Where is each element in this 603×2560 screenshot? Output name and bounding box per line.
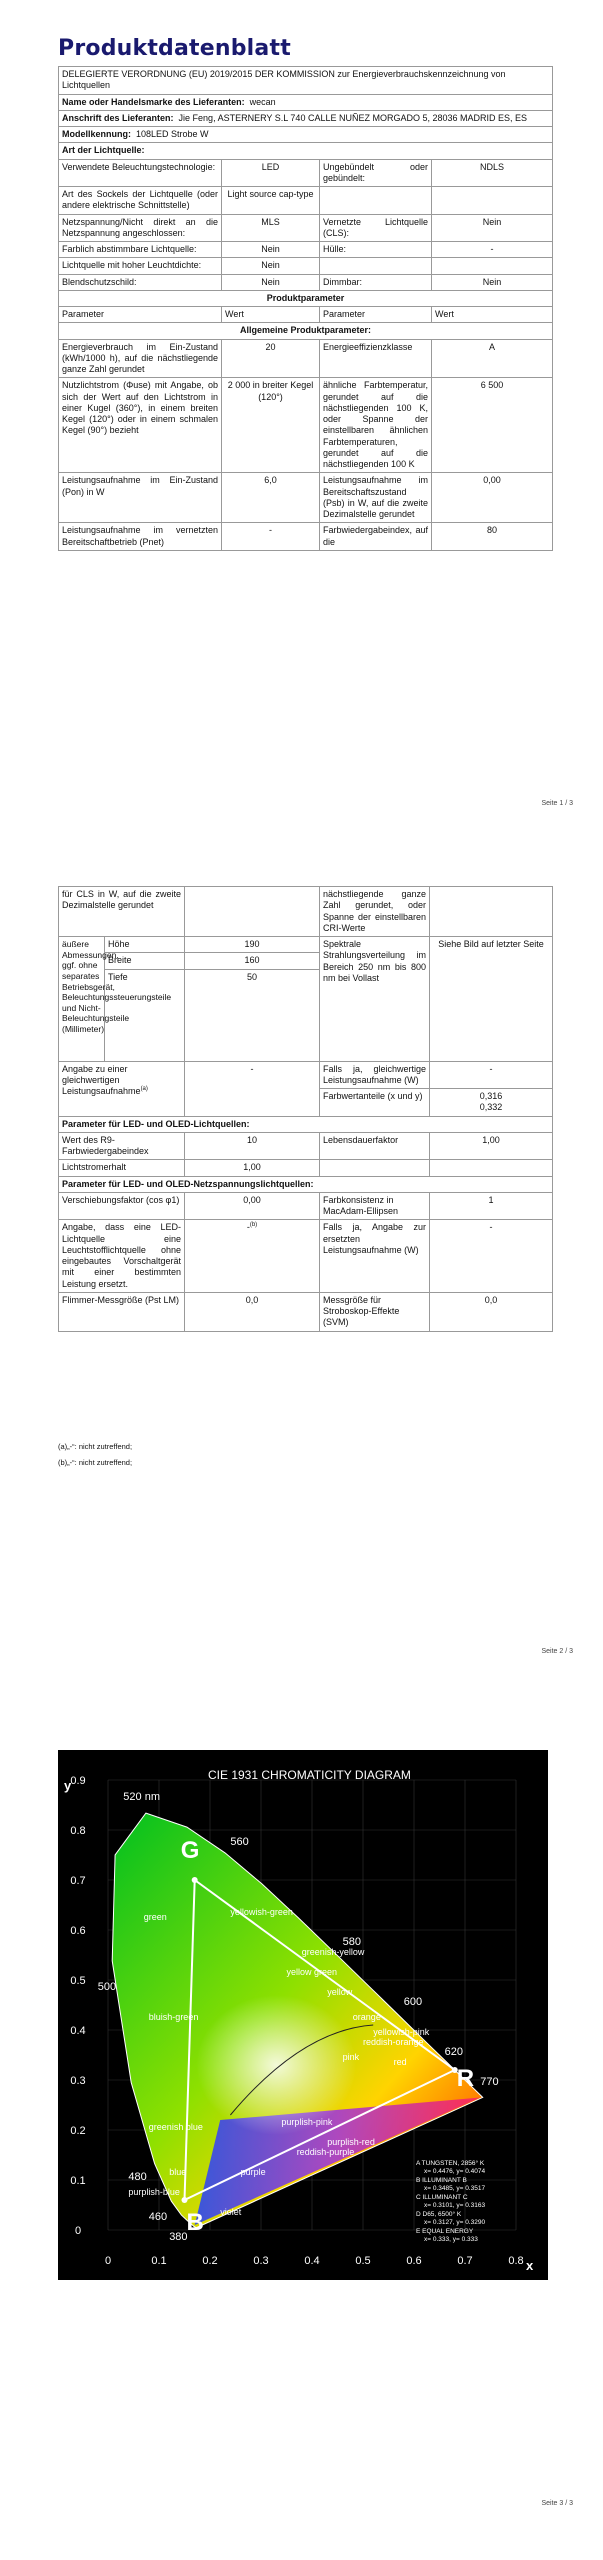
param-value: -	[430, 1220, 553, 1293]
param-value: Light source cap-type	[222, 187, 320, 215]
param-value: Siehe Bild auf letzter Seite	[430, 937, 553, 1062]
color-region-label: red	[393, 2057, 407, 2067]
legend-line: A TUNGSTEN, 2856° K	[416, 2160, 485, 2167]
x-tick-label: 0.7	[457, 2255, 473, 2267]
legend-line: x= 0.3101, y= 0.3163	[424, 2202, 486, 2210]
wavelength-label: 770	[480, 2076, 499, 2088]
param-label: Falls ja, Angabe zur ersetzten Leistungsaufnahme (W)	[320, 1220, 430, 1293]
x-tick-label: 0.1	[151, 2255, 167, 2267]
color-region-label: reddish-orange	[363, 2037, 424, 2047]
color-region-label: bluish-green	[148, 2012, 199, 2022]
param-value: 2 000 in breiter Kegel (120°)	[222, 378, 320, 473]
supplier-name-row	[59, 94, 553, 110]
product-table-page2	[58, 886, 553, 1332]
wavelength-label: 480	[128, 2171, 147, 2183]
wavelength-label: 520 nm	[123, 1791, 161, 1803]
gamut-vertex	[192, 1877, 198, 1883]
gamut-vertex-label: B	[186, 2209, 204, 2236]
param-value: 6,0	[222, 473, 320, 523]
param-value: 20	[222, 339, 320, 378]
table-row	[59, 258, 553, 274]
page-number: Seite 3 / 3	[541, 2500, 573, 2507]
param-label: Netzspannung/Nicht direkt an die Netzspannung angeschlossen:	[59, 214, 222, 242]
param-value: 6 500	[432, 378, 553, 473]
color-region-label: yellow	[327, 1987, 353, 1997]
param-label: Flimmer-Messgröße (Pst LM)	[59, 1292, 185, 1331]
param-label: nächstliegende ganze Zahl gerundet, oder Spanne der einstellbaren CRI-Werte	[320, 887, 430, 937]
param-value	[185, 1220, 320, 1293]
model-row	[59, 127, 553, 143]
dimension-name: Breite	[105, 953, 185, 969]
param-value: 0,0	[430, 1292, 553, 1331]
mains-parameters-header: Parameter für LED- und OLED-Netzspannungslichtquellen:	[59, 1176, 553, 1192]
param-value: 1,00	[185, 1160, 320, 1176]
legend-line: C ILLUMINANT C	[416, 2193, 468, 2201]
param-label: Lichtstromerhalt	[59, 1160, 185, 1176]
wavelength-label: 500	[97, 1981, 117, 1993]
table-row	[59, 242, 553, 258]
dimension-name: Höhe	[105, 937, 185, 953]
wavelength-label: 460	[148, 2211, 168, 2223]
chroma-x-value: 0,316	[479, 1091, 503, 1101]
illuminant-legend	[416, 2160, 485, 2244]
param-value	[430, 1160, 553, 1176]
y-tick-label: 0	[74, 2225, 82, 2237]
param-label: Art des Sockels der Lichtquelle (oder andere elektrische Schnittstelle)	[59, 187, 222, 215]
type-header: Art der Lichtquelle:	[59, 143, 553, 159]
table-row	[59, 1192, 553, 1220]
color-region-label: purplish-blue	[128, 2187, 180, 2197]
param-value: A	[432, 339, 553, 378]
color-region-label: yellowish-pink	[373, 2027, 430, 2037]
y-tick-label: 0.3	[70, 2075, 86, 2087]
param-label: für CLS in W, auf die zweite Dezimalstelle gerundet	[59, 887, 185, 937]
param-label: Hülle:	[320, 242, 432, 258]
address-label: Anschrift des Lieferanten:	[62, 112, 174, 123]
param-value: 1	[430, 1192, 553, 1220]
wavelength-label: 560	[230, 1836, 249, 1848]
y-tick-label: 0.2	[70, 2125, 86, 2137]
param-label: Vernetzte Lichtquelle (CLS):	[320, 214, 432, 242]
x-tick-label: 0.4	[304, 2255, 320, 2267]
legend-line: B ILLUMINANT B	[416, 2176, 467, 2184]
legend-line: E EQUAL ENERGY	[416, 2227, 474, 2235]
cie-title: CIE 1931 CHROMATICITY DIAGRAM	[208, 1768, 411, 1782]
param-value	[432, 187, 553, 215]
param-label: Ungebündelt oder gebündelt:	[320, 159, 432, 187]
footnote-a: (a)„-“: nicht zutreffend;	[58, 1442, 133, 1451]
color-region-label: greenish blue	[148, 2122, 203, 2132]
led-parameters-header: Parameter für LED- und OLED-Lichtquellen:	[59, 1116, 553, 1132]
general-parameters-header: Allgemeine Produktparameter:	[59, 323, 553, 339]
param-label: Nutzlichtstrom (Φuse) mit Angabe, ob sich der Wert auf den Lichtstrom in einer Kugel (360°), in einem breiten Kegel (120°) oder in einem schmalen Kegel (90°) bezieht	[59, 378, 222, 473]
param-label: Verwendete Beleuchtungstechnologie:	[59, 159, 222, 187]
legend-line: x= 0.3485, y= 0.3517	[424, 2185, 486, 2193]
color-region-label: blue	[169, 2167, 187, 2177]
x-tick-label: 0.3	[253, 2255, 269, 2267]
table-row	[59, 473, 553, 523]
table-row	[59, 887, 553, 937]
param-value: 0,0	[185, 1292, 320, 1331]
chroma-y-value: 0,332	[479, 1102, 503, 1113]
color-region-label: pink	[342, 2052, 360, 2062]
dimensions-label: äußere Abmessungen, ggf. ohne separates Betriebsgerät, Beleuchtungssteuerungsteile und Nicht-Beleuchtungsteile (Millimeter)	[59, 937, 105, 1062]
color-region-label: orange	[352, 2012, 381, 2022]
dimension-name: Tiefe	[105, 969, 185, 1061]
param-value	[185, 887, 320, 937]
color-region-label: greenish-yellow	[301, 1947, 365, 1957]
param-value	[432, 258, 553, 274]
param-value: 1,00	[430, 1132, 553, 1160]
param-value: Nein	[222, 274, 320, 290]
x-axis-letter: x	[526, 2258, 534, 2273]
page-number: Seite 1 / 3	[541, 800, 573, 807]
param-label: Blendschutzschild:	[59, 274, 222, 290]
param-value: 80	[432, 523, 553, 551]
table-row	[59, 523, 553, 551]
page-1	[0, 0, 603, 815]
param-label: Farbwiedergabeindex, auf die	[320, 523, 432, 551]
y-tick-label: 0.1	[70, 2175, 86, 2187]
color-region-label: reddish-purple	[296, 2147, 355, 2157]
param-value: Nein	[222, 242, 320, 258]
regulation-text: DELEGIERTE VERORDNUNG (EU) 2019/2015 DER KOMMISSION zur Energieverbrauchskennzeichnung von Lichtquellen	[59, 67, 553, 95]
footnote-ref: (b)	[249, 1222, 258, 1229]
param-label: Farbwertanteile (x und y)	[320, 1089, 430, 1117]
address: Jie Feng, ASTERNERY S.L 740 CALLE NUÑEZ MORGADO 5, 28036 MADRID ES, ES	[178, 112, 528, 123]
gamut-vertex-label: R	[456, 2065, 475, 2092]
param-value: Nein	[432, 274, 553, 290]
legend-line: x= 0.333, y= 0.333	[424, 2235, 478, 2243]
color-region-label: purple	[240, 2167, 266, 2177]
param-label: Lebensdauerfaktor	[320, 1132, 430, 1160]
param-value	[430, 1089, 553, 1117]
page-number: Seite 2 / 3	[541, 1648, 573, 1655]
table-row	[59, 1061, 553, 1089]
param-label: Farblich abstimmbare Lichtquelle:	[59, 242, 222, 258]
y-tick-label: 0.8	[70, 1825, 86, 1837]
color-region-label: purplish-red	[327, 2137, 375, 2147]
param-value: 10	[185, 1132, 320, 1160]
param-label: ähnliche Farbtemperatur, gerundet auf die nächstliegenden 100 K, oder Spanne der einstellbaren ähnlichen Farbtemperaturen, gerundet auf die nächstliegenden 100 K	[320, 378, 432, 473]
table-row	[59, 214, 553, 242]
product-parameter-header: Produktparameter	[59, 290, 553, 306]
table-row	[59, 1160, 553, 1176]
param-value	[430, 887, 553, 937]
column-header: Parameter	[59, 307, 222, 323]
white-point-region	[196, 1995, 356, 2135]
param-value: -	[222, 523, 320, 551]
x-tick-label: 0	[104, 2255, 112, 2267]
table-row	[59, 1220, 553, 1293]
y-tick-label: 0.6	[70, 1925, 86, 1937]
x-tick-label: 0.6	[406, 2255, 422, 2267]
param-label	[320, 258, 432, 274]
x-tick-label: 0.2	[202, 2255, 218, 2267]
column-header: Wert	[222, 307, 320, 323]
param-value: Nein	[432, 214, 553, 242]
param-label: Verschiebungsfaktor (cos φ1)	[59, 1192, 185, 1220]
table-row	[59, 378, 553, 473]
param-label	[320, 187, 432, 215]
equiv-label-text: Angabe zu einer gleichwertigen Leistungsaufnahme	[62, 1063, 141, 1096]
replace-value: -	[246, 1222, 250, 1233]
param-label: Falls ja, gleichwertige Leistungsaufnahme (W)	[320, 1061, 430, 1089]
address-row	[59, 110, 553, 126]
column-header: Wert	[432, 307, 553, 323]
legend-line: x= 0.4476, y= 0.4074	[424, 2168, 486, 2176]
dimension-value: 190	[185, 937, 320, 953]
param-label: Lichtquelle mit hoher Leuchtdichte:	[59, 258, 222, 274]
table-row	[59, 339, 553, 378]
table-row	[59, 187, 553, 215]
page-2	[0, 870, 603, 1670]
table-row	[59, 1132, 553, 1160]
param-value: -	[432, 242, 553, 258]
color-region-label: green	[143, 1912, 167, 1922]
x-tick-label: 0.5	[355, 2255, 371, 2267]
wavelength-label: 380	[169, 2231, 188, 2243]
wavelength-label: 600	[403, 1996, 423, 2008]
color-region-label: yellowish-green	[230, 1907, 293, 1917]
footnote-ref: (a)	[140, 1086, 148, 1092]
cie-chromaticity-diagram	[58, 1750, 548, 2280]
legend-line: D D65, 6500° K	[416, 2210, 462, 2218]
param-label: Energieeffizienzklasse	[320, 339, 432, 378]
y-axis-letter: y	[64, 1778, 72, 1793]
param-label: Spektrale Strahlungsverteilung im Bereich 250 nm bis 800 nm bei Vollast	[320, 937, 430, 1062]
param-label: Messgröße für Stroboskop-Effekte (SVM)	[320, 1292, 430, 1331]
column-header: Parameter	[320, 307, 432, 323]
table-row	[59, 159, 553, 187]
param-label	[320, 1160, 430, 1176]
param-value: MLS	[222, 214, 320, 242]
model-label: Modellkennung:	[62, 129, 131, 139]
document-title: Produktdatenblatt	[58, 36, 291, 61]
model: 108LED Strobe W	[136, 129, 209, 139]
param-label	[59, 1061, 185, 1116]
supplier-name-label: Name oder Handelsmarke des Lieferanten:	[62, 96, 245, 107]
param-label: Wert des R9-Farbwiedergabeindex	[59, 1132, 185, 1160]
param-value: 0,00	[185, 1192, 320, 1220]
param-value: Nein	[222, 258, 320, 274]
x-tick-label: 0.8	[508, 2255, 524, 2267]
table-row	[59, 937, 553, 953]
legend-line: x= 0.3127, y= 0.3290	[424, 2219, 486, 2227]
param-label: Angabe, dass eine LED-Lichtquelle eine Leuchtstofflichtquelle ohne eingebautes Vorschaltgerät mit einer bestimmten Leistung ersetzt.	[59, 1220, 185, 1293]
param-label: Leistungsaufnahme im Bereitschaftszustand (Psb) in W, auf die zweite Dezimalstelle gerundet	[320, 473, 432, 523]
y-tick-label: 0.7	[70, 1875, 86, 1887]
color-region-label: violet	[220, 2207, 242, 2217]
param-label: Leistungsaufnahme im vernetzten Bereitschaftbetrieb (Pnet)	[59, 523, 222, 551]
y-tick-label: 0.9	[70, 1775, 86, 1787]
param-label: Leistungsaufnahme im Ein-Zustand (Pon) in W	[59, 473, 222, 523]
footnote-b: (b)„-“: nicht zutreffend;	[58, 1458, 133, 1467]
dimension-value: 160	[185, 953, 320, 969]
table-row	[59, 1292, 553, 1331]
param-label: Energieverbrauch im Ein-Zustand (kWh/1000 h), auf die nächstliegende ganze Zahl gerundet	[59, 339, 222, 378]
table-row	[59, 274, 553, 290]
param-value: NDLS	[432, 159, 553, 187]
color-region-label: purplish-pink	[281, 2117, 333, 2127]
param-label: Dimmbar:	[320, 274, 432, 290]
param-value: LED	[222, 159, 320, 187]
gamut-vertex	[182, 2197, 188, 2203]
gamut-vertex-label: G	[180, 1837, 200, 1864]
param-label: Farbkonsistenz in MacAdam-Ellipsen	[320, 1192, 430, 1220]
column-header-row	[59, 307, 553, 323]
color-region-label: yellow green	[286, 1967, 338, 1977]
param-value: -	[430, 1061, 553, 1089]
wavelength-label: 580	[342, 1936, 361, 1948]
param-value: -	[185, 1061, 320, 1116]
y-tick-label: 0.5	[70, 1975, 86, 1987]
y-tick-label: 0.4	[70, 2025, 86, 2037]
wavelength-label: 620	[444, 2046, 463, 2058]
product-table-page1	[58, 66, 553, 551]
param-value: 0,00	[432, 473, 553, 523]
supplier-name: wecan	[249, 96, 276, 107]
dimension-value: 50	[185, 969, 320, 1061]
